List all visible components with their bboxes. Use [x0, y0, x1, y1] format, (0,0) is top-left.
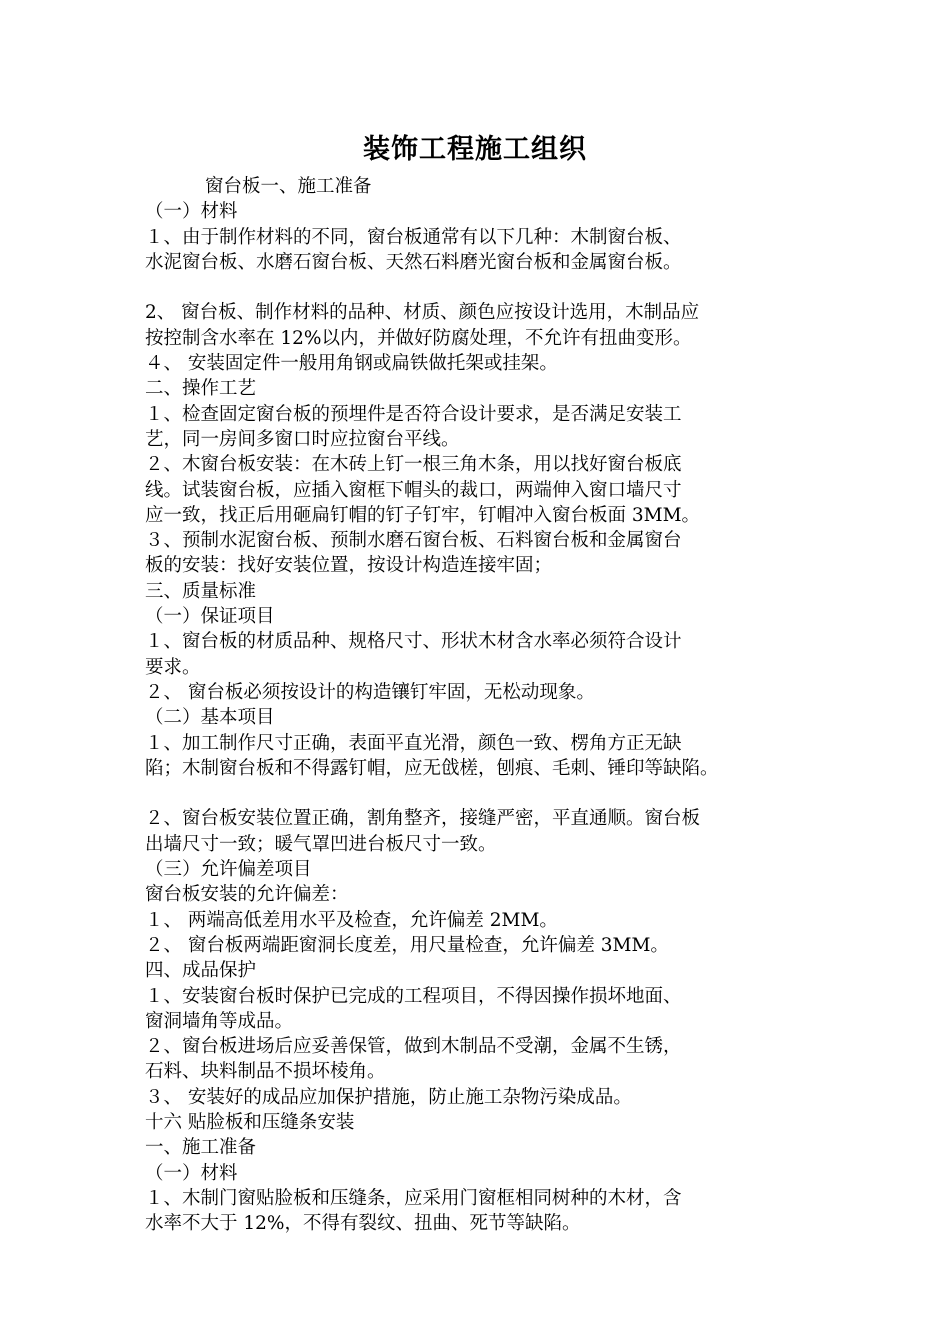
- text-line: ２、窗台板安装位置正确，割角整齐，接缝严密，平直通顺。窗台板: [145, 808, 701, 830]
- section-heading: 二、操作工艺: [145, 378, 257, 400]
- section-heading: 十六 贴脸板和压缝条安装: [145, 1111, 355, 1133]
- text-line: ２、 窗台板两端距窗洞长度差，用尺量检查，允许偏差 3MM。: [145, 934, 669, 956]
- text-line: 窗洞墙角等成品。: [145, 1010, 294, 1032]
- text-line: ２、 窗台板必须按设计的构造镶钉牢固，无松动现象。: [145, 681, 595, 703]
- text-line: １、窗台板的材质品种、规格尺寸、形状木材含水率必须符合设计: [145, 631, 682, 653]
- document-body: [145, 174, 825, 1236]
- text-line: 线。试装窗台板，应插入窗框下帽头的裁口，两端伸入窗口墙尺寸: [145, 479, 682, 501]
- text-line: １、检查固定窗台板的预埋件是否符合设计要求，是否满足安装工: [145, 403, 682, 425]
- text-line: 窗台板一、施工准备: [205, 176, 372, 197]
- section-heading: 一、施工准备: [145, 1137, 257, 1159]
- blank-line: [145, 275, 825, 300]
- text-line: 水率不大于 12%，不得有裂纹、扭曲、死节等缺陷。: [145, 1213, 581, 1235]
- text-line: 窗台板安装的允许偏差：: [145, 884, 349, 906]
- text-line: ３、预制水泥窗台板、预制水磨石窗台板、石料窗台板和金属窗台: [145, 530, 682, 552]
- subsection-heading: （一）保证项目: [145, 606, 275, 628]
- text-line: 应一致，找正后用砸扁钉帽的钉子钉牢，钉帽冲入窗台板面 3MM。: [145, 504, 701, 526]
- document-title: 装饰工程施工组织: [363, 134, 587, 165]
- text-line: 2、 窗台板、制作材料的品种、材质、颜色应按设计选用，木制品应: [145, 302, 700, 324]
- text-line: 水泥窗台板、水磨石窗台板、天然石料磨光窗台板和金属窗台板。: [145, 251, 682, 273]
- text-line: （一）材料: [145, 201, 238, 223]
- text-line: １、木制门窗贴脸板和压缝条，应采用门窗框相同树种的木材，含: [145, 1187, 682, 1209]
- text-line: １、安装窗台板时保护已完成的工程项目，不得因操作损坏地面、: [145, 985, 682, 1007]
- subsection-heading: （二）基本项目: [145, 707, 275, 729]
- subsection-heading: （三）允许偏差项目: [145, 859, 312, 881]
- text-line: １、加工制作尺寸正确，表面平直光滑，颜色一致、楞角方正无缺: [145, 732, 682, 754]
- text-line: 陷；木制窗台板和不得露钉帽，应无戗槎，刨痕、毛刺、锤印等缺陷。: [145, 757, 719, 779]
- text-line: 出墙尺寸一致；暖气罩凹进台板尺寸一致。: [145, 833, 497, 855]
- section-heading: 四、成品保护: [145, 960, 257, 982]
- text-line: 板的安装：找好安装位置，按设计构造连接牢固；: [145, 555, 553, 577]
- subsection-heading: （一）材料: [145, 1162, 238, 1184]
- text-line: 艺，同一房间多窗口时应拉窗台平线。: [145, 428, 460, 450]
- text-line: １、 两端高低差用水平及检查，允许偏差 2MM。: [145, 909, 558, 931]
- text-line: 要求。: [145, 656, 201, 678]
- section-heading: 三、质量标准: [145, 580, 257, 602]
- text-line: ２、窗台板进场后应妥善保管，做到木制品不受潮，金属不生锈，: [145, 1036, 682, 1058]
- blank-line: [145, 781, 825, 806]
- text-line: ４、 安装固定件一般用角钢或扁铁做托架或挂架。: [145, 353, 558, 375]
- text-line: 石料、块料制品不损坏棱角。: [145, 1061, 386, 1083]
- text-line: 按控制含水率在 12%以内，并做好防腐处理，不允许有扭曲变形。: [145, 327, 692, 349]
- text-line: ３、 安装好的成品应加保护措施，防止施工杂物污染成品。: [145, 1086, 632, 1108]
- text-line: ２、木窗台板安装：在木砖上钉一根三角木条，用以找好窗台板底: [145, 454, 682, 476]
- text-line: １、由于制作材料的不同，窗台板通常有以下几种：木制窗台板、: [145, 226, 682, 248]
